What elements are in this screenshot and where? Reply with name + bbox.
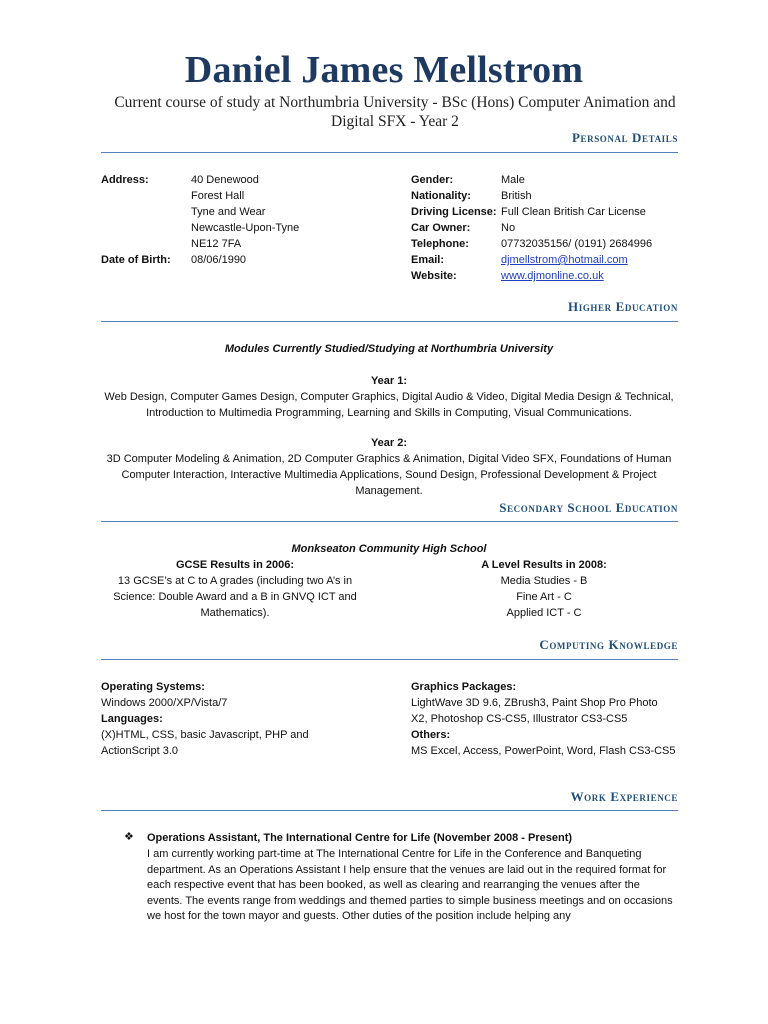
school-name: Monkseaton Community High School (291, 543, 487, 555)
section-divider (101, 321, 678, 322)
dob-label: Date of Birth: (101, 254, 171, 266)
languages-text: (X)HTML, CSS, basic Javascript, PHP and ActionScript 3.0 (101, 729, 309, 757)
address-lines (191, 172, 299, 252)
website-label: Website: (411, 270, 457, 282)
gcse-text: 13 GCSE’s at C to A grades (including two A’s in Science: Double Award and a B in GNVQ ICT and Mathematics). (113, 575, 357, 619)
address-line: 40 Denewood (191, 174, 259, 186)
telephone-label: Telephone: (411, 238, 469, 250)
alevel-item: Media Studies - B (500, 575, 588, 587)
gender-label: Gender: (411, 174, 454, 186)
address-line: Forest Hall (191, 190, 245, 202)
alevel-label: A Level Results in 2008: (481, 559, 607, 571)
personal-details-right (411, 172, 652, 284)
driving-license-label: Driving License: (411, 206, 497, 218)
address-line: Tyne and Wear (191, 206, 266, 218)
address-line: Newcastle-Upon-Tyne (191, 222, 300, 234)
section-heading-computing: Computing Knowledge (539, 637, 678, 652)
alevel-item: Fine Art - C (516, 591, 572, 603)
section-divider (101, 810, 678, 811)
nationality-value: British (501, 190, 532, 202)
section-heading-secondary: Secondary School Education (499, 500, 678, 515)
others-label: Others: (411, 729, 451, 741)
graphics-text: LightWave 3D 9.6, ZBrush3, Paint Shop Pro Photo X2, Photoshop CS-CS5, Illustrator CS3-CS5 (411, 697, 658, 725)
email-label: Email: (411, 254, 445, 266)
dob-value: 08/06/1990 (191, 254, 247, 266)
bullet-icon: ❖ (124, 831, 134, 843)
gcse-block (101, 557, 369, 621)
year2-modules: 3D Computer Modeling & Animation, 2D Computer Graphics & Animation, Digital Video SFX, Foundations of Human Computer Interaction, Interactive Multimedia Applications, Sound Design, Professional Development & Project Management. (106, 453, 672, 497)
alevel-block (410, 557, 678, 621)
email-link[interactable]: djmellstrom@hotmail.com (501, 254, 628, 266)
computing-right (411, 679, 677, 759)
candidate-name: Daniel James Mellstrom (184, 49, 584, 91)
section-heading-work: Work Experience (570, 789, 678, 804)
job-title: Operations Assistant, The International Centre for Life (November 2008 - Present) (147, 832, 573, 844)
modules-heading: Modules Currently Studied/Studying at Northumbria University (224, 343, 554, 355)
gcse-label: GCSE Results in 2006: (176, 559, 294, 571)
section-heading-higher-education: Higher Education (568, 299, 678, 314)
address-label: Address: (101, 174, 149, 186)
others-text: MS Excel, Access, PowerPoint, Word, Flash CS3-CS5 (411, 745, 676, 757)
graphics-label: Graphics Packages: (411, 681, 517, 693)
os-text: Windows 2000/XP/Vista/7 (101, 697, 228, 709)
website-link[interactable]: www.djmonline.co.uk (501, 270, 604, 282)
year2-label: Year 2: (370, 437, 408, 449)
job-description: I am currently working part-time at The International Centre for Life in the Conference and Banqueting department. As an Operations Assistant I help ensure that the venues are laid out in the required format for each respective event that has been booked, as well as clearing and rearranging the venues after the events. The events range from weddings and themed parties to simple business meetings and on occasions we host for the town mayor and guests. Other duties of the position include helping any (147, 848, 673, 922)
section-divider (101, 659, 678, 660)
year1-label: Year 1: (370, 375, 408, 387)
address-block (101, 172, 299, 268)
telephone-value: 07732035156/ (0191) 2684996 (501, 238, 653, 250)
car-owner-label: Car Owner: (411, 222, 471, 234)
section-divider (101, 152, 678, 153)
section-heading-personal: Personal Details (571, 130, 678, 145)
alevel-item: Applied ICT - C (506, 607, 582, 619)
gender-value: Male (501, 174, 525, 186)
course-subtitle: Current course of study at Northumbria University - BSc (Hons) Computer Animation and Digital SFX - Year 2 (114, 94, 676, 130)
computing-left (101, 679, 316, 759)
address-line: NE12 7FA (191, 238, 242, 250)
section-divider (101, 521, 678, 522)
nationality-label: Nationality: (411, 190, 471, 202)
year1-modules: Web Design, Computer Games Design, Computer Graphics, Digital Audio & Video, Digital Media Design & Technical, Introduction to Multimedia Programming, Learning and Skills in Computing, Visual Communications. (104, 391, 674, 419)
languages-label: Languages: (101, 713, 163, 725)
os-label: Operating Systems: (101, 681, 205, 693)
driving-license-value: Full Clean British Car License (501, 206, 646, 218)
car-owner-value: No (501, 222, 516, 234)
